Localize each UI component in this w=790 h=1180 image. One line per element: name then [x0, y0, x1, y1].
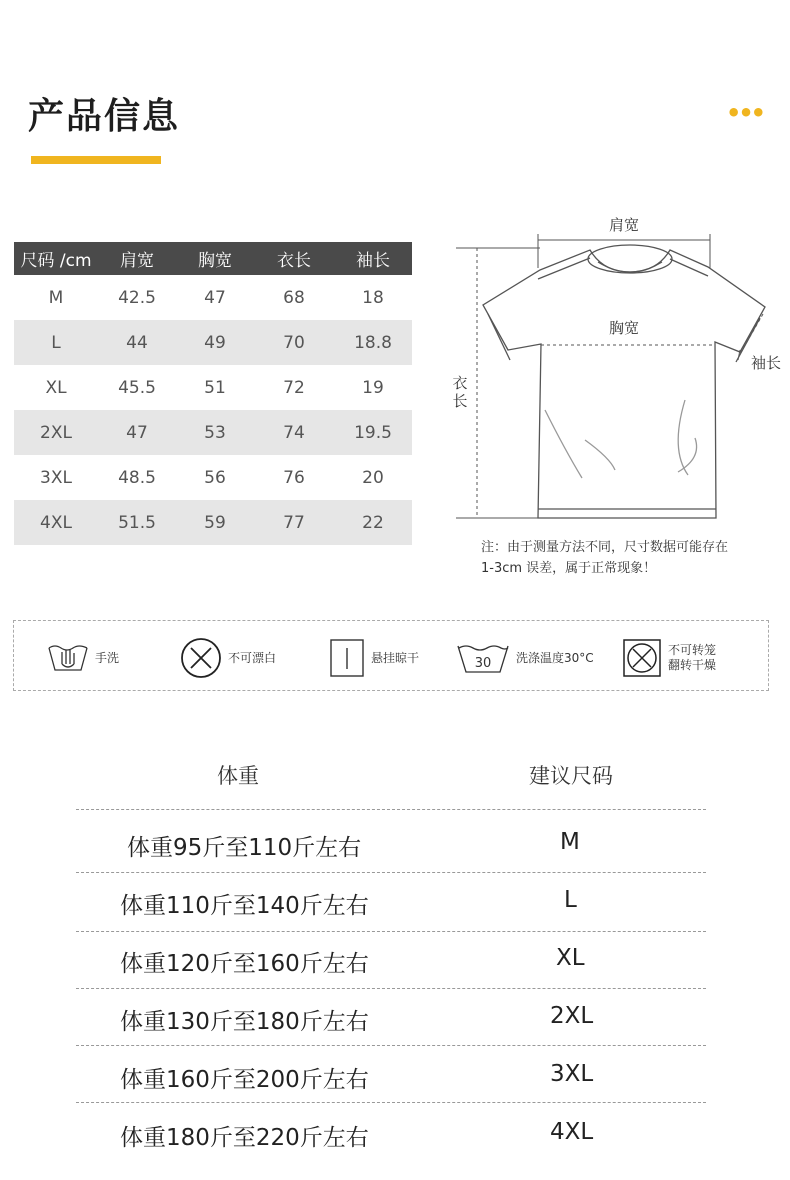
care-item-wash-temperature — [456, 637, 594, 679]
measurement-note — [481, 537, 771, 579]
care-label: 不可漂白 — [228, 650, 277, 665]
chest-cell: 56 — [204, 467, 226, 488]
recommended-size: M — [560, 829, 580, 855]
shoulder-cell: 45.5 — [118, 377, 156, 398]
length-cell: 72 — [283, 377, 305, 398]
length-label-top: 衣 — [452, 374, 468, 392]
recommended-size: 4XL — [550, 1119, 594, 1145]
weight-range: 体重130斤至180斤左右 — [120, 1009, 369, 1035]
shoulder-cell: 48.5 — [118, 467, 156, 488]
care-label-line: 翻转干燥 — [668, 658, 717, 672]
care-item-hang-dry — [329, 637, 419, 679]
sleeve-cell: 18.8 — [334, 320, 412, 365]
note-line: 注：由于测量方法不同，尺寸数据可能存在 — [481, 540, 729, 555]
sleeve-cell: 19 — [362, 377, 384, 398]
length-cell: 70 — [254, 320, 334, 365]
weight-range: 体重110斤至140斤左右 — [120, 893, 369, 919]
chest-cell: 47 — [204, 287, 226, 308]
size-cell: L — [14, 320, 98, 365]
size-cell: 4XL — [14, 500, 98, 545]
care-label: 悬挂晾干 — [371, 650, 420, 665]
care-item-no-tumble-dry — [622, 637, 716, 679]
no-bleach-icon — [180, 637, 222, 679]
wash-temperature-icon — [456, 640, 510, 676]
recommended-size: 3XL — [550, 1061, 594, 1087]
care-label: 手洗 — [95, 650, 120, 665]
shoulder-label: 肩宽 — [608, 216, 640, 234]
table-row — [14, 455, 412, 500]
care-label — [668, 643, 716, 673]
weight-range: 体重120斤至160斤左右 — [120, 951, 369, 977]
shoulder-cell: 47 — [98, 410, 176, 455]
sleeve-cell: 19.5 — [334, 410, 412, 455]
header-size: 尺码 /cm — [14, 242, 98, 275]
title-underline — [31, 156, 161, 164]
row-divider — [76, 809, 706, 810]
row-divider — [76, 872, 706, 873]
shoulder-cell: 51.5 — [98, 500, 176, 545]
sleeve-cell: 22 — [334, 500, 412, 545]
recommended-size: 2XL — [550, 1003, 594, 1029]
note-line: 1-3cm 误差，属于正常现象！ — [481, 561, 657, 576]
tshirt-diagram — [440, 210, 785, 525]
chest-label: 胸宽 — [608, 319, 640, 337]
header-chest: 胸宽 — [176, 242, 254, 275]
length-cell: 74 — [254, 410, 334, 455]
size-cell: M — [48, 287, 64, 308]
chest-cell: 49 — [176, 320, 254, 365]
shoulder-cell: 44 — [98, 320, 176, 365]
table-row — [14, 500, 412, 545]
row-divider — [76, 931, 706, 932]
table-row — [14, 320, 412, 365]
care-label-line: 不可转笼 — [668, 643, 717, 657]
more-dots-icon[interactable]: ••• — [726, 99, 764, 127]
row-divider — [76, 1045, 706, 1046]
size-cell: 2XL — [14, 410, 98, 455]
hand-wash-icon — [47, 640, 89, 676]
length-cell: 77 — [254, 500, 334, 545]
care-item-hand-wash — [47, 637, 119, 679]
wash-temperature-value: 30 — [474, 656, 492, 671]
care-item-no-bleach — [180, 637, 276, 679]
header-shoulder: 肩宽 — [98, 242, 176, 275]
size-table — [14, 242, 412, 545]
page-title: 产品信息 — [28, 96, 181, 137]
shoulder-cell: 42.5 — [118, 287, 156, 308]
chest-cell: 59 — [176, 500, 254, 545]
weight-range: 体重95斤至110斤左右 — [127, 835, 362, 861]
chest-cell: 51 — [204, 377, 226, 398]
weight-range: 体重160斤至200斤左右 — [120, 1067, 369, 1093]
size-table-header — [14, 242, 412, 275]
recommended-size: XL — [556, 945, 585, 971]
weight-range: 体重180斤至220斤左右 — [120, 1125, 369, 1151]
chest-cell: 53 — [176, 410, 254, 455]
sleeve-cell: 18 — [362, 287, 384, 308]
table-row — [14, 365, 412, 410]
hang-dry-icon — [329, 638, 365, 678]
length-cell: 76 — [283, 467, 305, 488]
sleeve-cell: 20 — [362, 467, 384, 488]
header-sleeve: 袖长 — [334, 242, 412, 275]
length-label-bottom: 长 — [452, 392, 468, 410]
weight-column-header: 体重 — [217, 764, 259, 788]
size-cell: 3XL — [40, 467, 72, 488]
care-label: 洗涤温度30°C — [516, 650, 594, 665]
sleeve-label: 袖长 — [750, 354, 782, 372]
row-divider — [76, 988, 706, 989]
size-column-header: 建议尺码 — [529, 764, 613, 788]
length-cell: 68 — [283, 287, 305, 308]
table-row — [14, 275, 412, 320]
size-cell: XL — [45, 377, 67, 398]
header-length: 衣长 — [254, 242, 334, 275]
recommended-size: L — [564, 887, 577, 913]
table-row — [14, 410, 412, 455]
row-divider — [76, 1102, 706, 1103]
no-tumble-dry-icon — [622, 638, 662, 678]
